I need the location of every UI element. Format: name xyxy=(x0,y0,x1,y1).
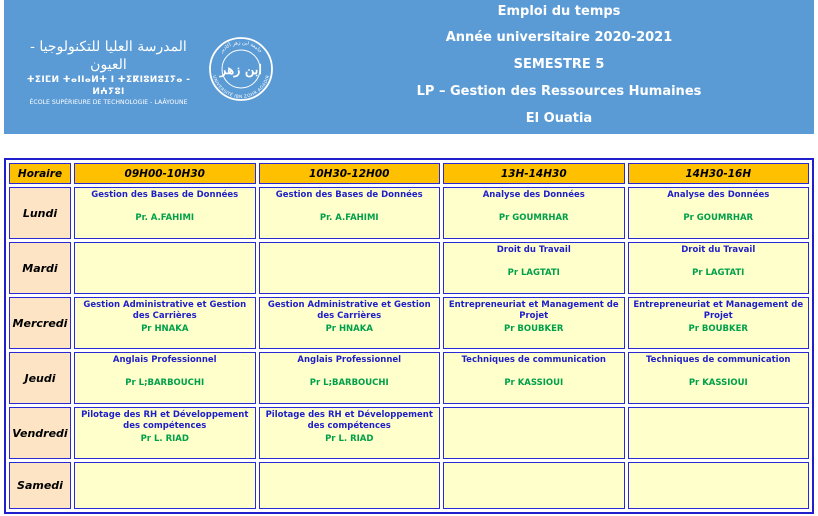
location: El Ouatia xyxy=(525,111,593,126)
schedule-cell xyxy=(443,187,625,239)
professor-name: Pr L. RIAD xyxy=(140,434,189,444)
professor-name: Pr. A.FAHIMI xyxy=(319,213,379,223)
course-name: Pilotage des RH et Développement des compétences xyxy=(81,410,249,431)
course-name: Anglais Professionnel xyxy=(297,355,402,365)
course-name: Entrepreneuriat et Management de Projet xyxy=(448,300,619,321)
schedule-cell xyxy=(259,462,441,509)
course-name: Droit du Travail xyxy=(496,245,571,255)
timetable-row xyxy=(9,352,809,404)
course-name: Analyse des Données xyxy=(667,190,770,200)
schedule-cell xyxy=(443,297,625,349)
day-label: Lundi xyxy=(9,187,71,239)
schedule-cell xyxy=(259,242,441,294)
timetable xyxy=(4,158,814,514)
schedule-cell xyxy=(628,407,810,459)
course-name xyxy=(260,243,440,245)
schedule-cell xyxy=(628,242,810,294)
professor-name: Pr LAGTATI xyxy=(507,268,560,278)
timetable-header-row xyxy=(9,163,809,184)
schedule-cell xyxy=(628,462,810,509)
seal-calligraphy: ابن زهر xyxy=(220,63,262,78)
timetable-row xyxy=(9,297,809,349)
semester: SEMESTRE 5 xyxy=(513,57,605,72)
timetable-row xyxy=(9,187,809,239)
timetable-row xyxy=(9,407,809,459)
day-label: Mercredi xyxy=(9,297,71,349)
seal-arabic-text: جامعة ابن زهر أكادير xyxy=(218,39,264,55)
course-name xyxy=(629,463,809,465)
schedule-cell xyxy=(443,462,625,509)
professor-name: Pr. A.FAHIMI xyxy=(135,213,195,223)
course-name xyxy=(260,463,440,465)
slot-header-1: 09H00-10H30 xyxy=(74,163,256,184)
timetable-row xyxy=(9,462,809,509)
schedule-cell xyxy=(443,352,625,404)
course-name: Entrepreneuriat et Management de Projet xyxy=(633,300,804,321)
professor-name: Pr BOUBKER xyxy=(688,324,748,334)
schedule-cell xyxy=(628,352,810,404)
course-name: Anglais Professionnel xyxy=(112,355,217,365)
schedule-cell xyxy=(259,187,441,239)
schedule-cell xyxy=(74,407,256,459)
school-name-arabic: المدرسة العليا للتكنولوجيا - العيون xyxy=(30,39,187,73)
professor-name: Pr LAGTATI xyxy=(692,268,745,278)
course-name: Gestion Administrative et Gestion des Carrières xyxy=(83,300,247,321)
schedule-cell xyxy=(259,407,441,459)
schedule-cell xyxy=(443,242,625,294)
course-name: Techniques de communication xyxy=(461,355,606,365)
slot-header-2: 10H30-12H00 xyxy=(259,163,441,184)
day-label: Jeudi xyxy=(9,352,71,404)
professor-name: Pr L. RIAD xyxy=(325,434,374,444)
schedule-cell xyxy=(443,407,625,459)
schedule-cell xyxy=(259,352,441,404)
course-name xyxy=(75,463,255,465)
schedule-cell xyxy=(74,242,256,294)
school-name-french: ÉCOLE SUPÉRIEURE DE TECHNOLOGIE - LAÂYOUNE xyxy=(29,99,188,106)
school-logo-text xyxy=(16,38,201,107)
course-name: Droit du Travail xyxy=(681,245,756,255)
course-name xyxy=(629,408,809,410)
day-label: Mardi xyxy=(9,242,71,294)
schedule-cell xyxy=(74,297,256,349)
schedule-cell xyxy=(74,352,256,404)
course-name: Pilotage des RH et Développement des compétences xyxy=(265,410,433,431)
professor-name: Pr BOUBKER xyxy=(504,324,564,334)
academic-year: Année universitaire 2020-2021 xyxy=(445,30,673,45)
course-name xyxy=(444,463,624,465)
timetable-row xyxy=(9,242,809,294)
header-banner xyxy=(4,0,814,134)
professor-name: Pr GOUMRHAR xyxy=(498,213,569,223)
page-title: Emploi du temps xyxy=(497,4,621,19)
professor-name: Pr HNAKA xyxy=(325,324,373,334)
professor-name: Pr GOUMRHAR xyxy=(683,213,754,223)
professor-name: Pr HNAKA xyxy=(141,324,189,334)
professor-name: Pr L;BARBOUCHI xyxy=(309,378,389,388)
course-name: Analyse des Données xyxy=(482,190,585,200)
professor-name: Pr L;BARBOUCHI xyxy=(125,378,205,388)
professor-name: Pr KASSIOUI xyxy=(688,378,748,388)
course-name: Gestion des Bases de Données xyxy=(91,190,239,200)
course-name xyxy=(75,243,255,245)
horaire-header: Horaire xyxy=(9,163,71,184)
course-name: Gestion Administrative et Gestion des Carrières xyxy=(267,300,431,321)
schedule-cell xyxy=(74,187,256,239)
school-name-tifinagh: ⵜⵉⵏⵎⵍ ⵜⴰⵏⵏⴰⵍⵜ ⵏ ⵜⵉⴽⵏⵓⵍⵓⵊⵢⴰ - ⵍⵄⵢⵓⵏ xyxy=(26,75,191,97)
course-name: Gestion des Bases de Données xyxy=(275,190,423,200)
slot-header-4: 14H30-16H xyxy=(628,163,810,184)
day-label: Samedi xyxy=(9,462,71,509)
university-seal-icon xyxy=(208,36,274,102)
slot-header-3: 13H-14H30 xyxy=(443,163,625,184)
professor-name: Pr KASSIOUI xyxy=(504,378,564,388)
schedule-cell xyxy=(628,297,810,349)
seal-french-text: UNIVERSITÉ IBN ZOHR AGADIR xyxy=(210,74,272,101)
schedule-cell xyxy=(74,462,256,509)
course-name: Techniques de communication xyxy=(646,355,791,365)
program-name: LP – Gestion des Ressources Humaines xyxy=(416,84,702,99)
schedule-cell xyxy=(628,187,810,239)
course-name xyxy=(444,408,624,410)
day-label: Vendredi xyxy=(9,407,71,459)
schedule-cell xyxy=(259,297,441,349)
